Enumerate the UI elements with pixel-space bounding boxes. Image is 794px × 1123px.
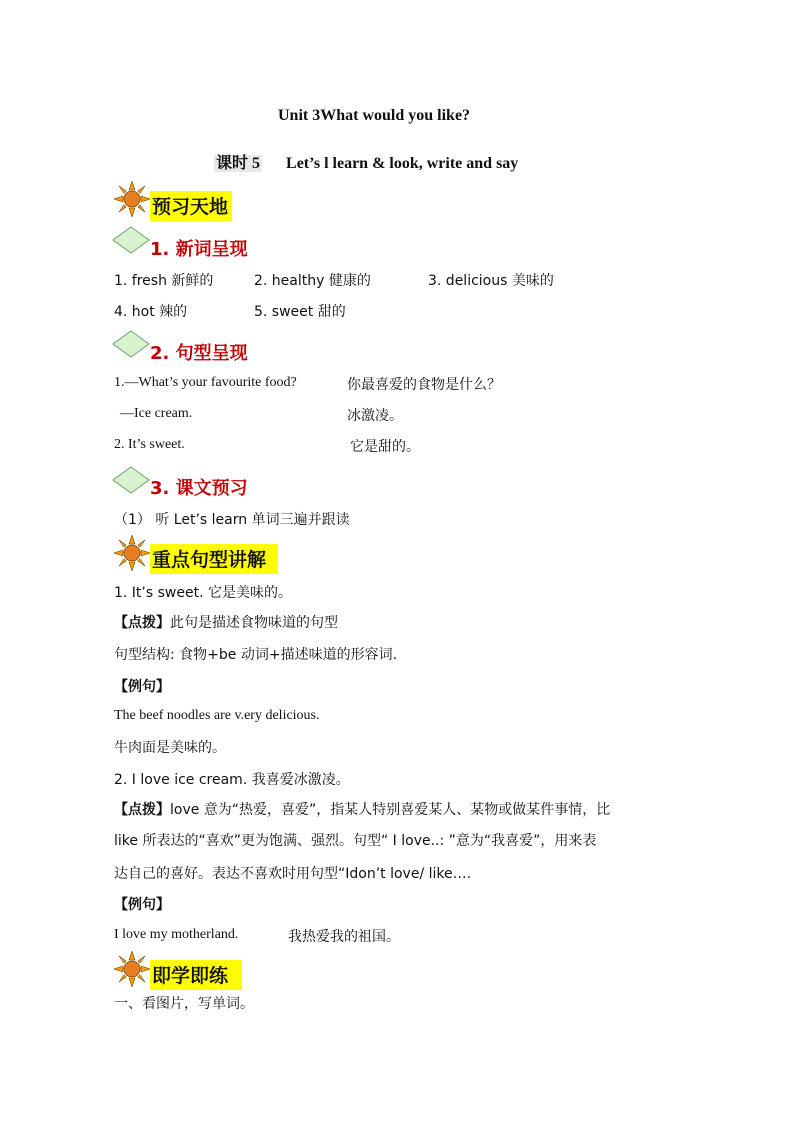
example-label: 【例句】 <box>114 679 170 695</box>
sun-icon <box>114 951 150 987</box>
section-preview-label: 预习天地 <box>150 191 232 221</box>
vocab-item: 1. fresh 新鲜的 <box>114 273 214 289</box>
vocab-heading: 1. 新词呈现 <box>150 239 248 260</box>
unit-title: Unit 3What would you like? <box>278 107 471 124</box>
tip-2-line-3: 达自己的喜好。表达不喜欢时用句型“Idon’t love/ like…. <box>114 866 472 882</box>
sentence-cn: 你最喜爱的食物是什么？ <box>347 377 501 393</box>
sentence-en: 1.—What’s your favourite food? <box>114 375 297 390</box>
text-preview-task: （1） 听 Let’s learn 单词三遍并跟读 <box>114 512 350 528</box>
tip-2-line-2: like 所表达的“喜欢”更为饱满、强烈。句型“ I love..: ”意为“我喜爱”，用来表 <box>114 833 597 849</box>
example-en: I love my motherland. <box>114 927 239 942</box>
example-cn: 牛肉面是美味的。 <box>114 740 226 756</box>
sentence-cn: 它是甜的。 <box>350 439 420 455</box>
diamond-icon <box>112 330 150 358</box>
tip-2-line-1 <box>114 799 610 819</box>
vocab-item: 5. sweet 甜的 <box>254 304 346 320</box>
sentence-en: 2. It’s sweet. <box>114 437 185 452</box>
example-en: The beef noodles are v.ery delicious. <box>114 708 320 723</box>
lesson-tag: 课时 5 <box>216 155 261 172</box>
diamond-icon <box>112 466 150 494</box>
vocab-item: 2. healthy 健康的 <box>254 273 371 289</box>
section-key-label: 重点句型讲解 <box>150 544 278 574</box>
lesson-heading <box>214 150 518 173</box>
tip-1 <box>114 612 338 632</box>
sentences-heading: 2. 句型呈现 <box>150 343 248 364</box>
sentence-en: —Ice cream. <box>120 406 193 421</box>
sun-icon <box>114 535 150 571</box>
tip-text: 此句是描述食物味道的句型 <box>170 615 338 631</box>
example-label: 【例句】 <box>114 897 170 913</box>
structure-text: 句型结构: 食物+be 动词+描述味道的形容词. <box>114 647 398 663</box>
tip-text: love 意为“热爱，喜爱”，指某人特别喜爱某人、某物或做某件事情，比 <box>170 802 611 818</box>
sun-icon <box>114 181 150 217</box>
section-practice-label: 即学即练 <box>150 960 242 990</box>
tip-label: 【点拨】 <box>114 802 170 818</box>
key-sentence-2: 2. I love ice cream. 我喜爱冰激凌。 <box>114 772 350 788</box>
vocab-item: 3. delicious 美味的 <box>428 273 554 289</box>
vocab-item: 4. hot 辣的 <box>114 304 188 320</box>
text-preview-heading: 3. 课文预习 <box>150 478 248 499</box>
key-sentence-1: 1. It’s sweet. 它是美味的。 <box>114 585 292 601</box>
practice-task: 一、看图片，写单词。 <box>114 996 254 1012</box>
diamond-icon <box>112 226 150 254</box>
example-cn: 我热爱我的祖国。 <box>288 929 400 945</box>
lesson-title: Let’s l learn & look, write and say <box>286 155 519 172</box>
tip-label: 【点拨】 <box>114 615 170 631</box>
sentence-cn: 冰激凌。 <box>347 408 403 424</box>
